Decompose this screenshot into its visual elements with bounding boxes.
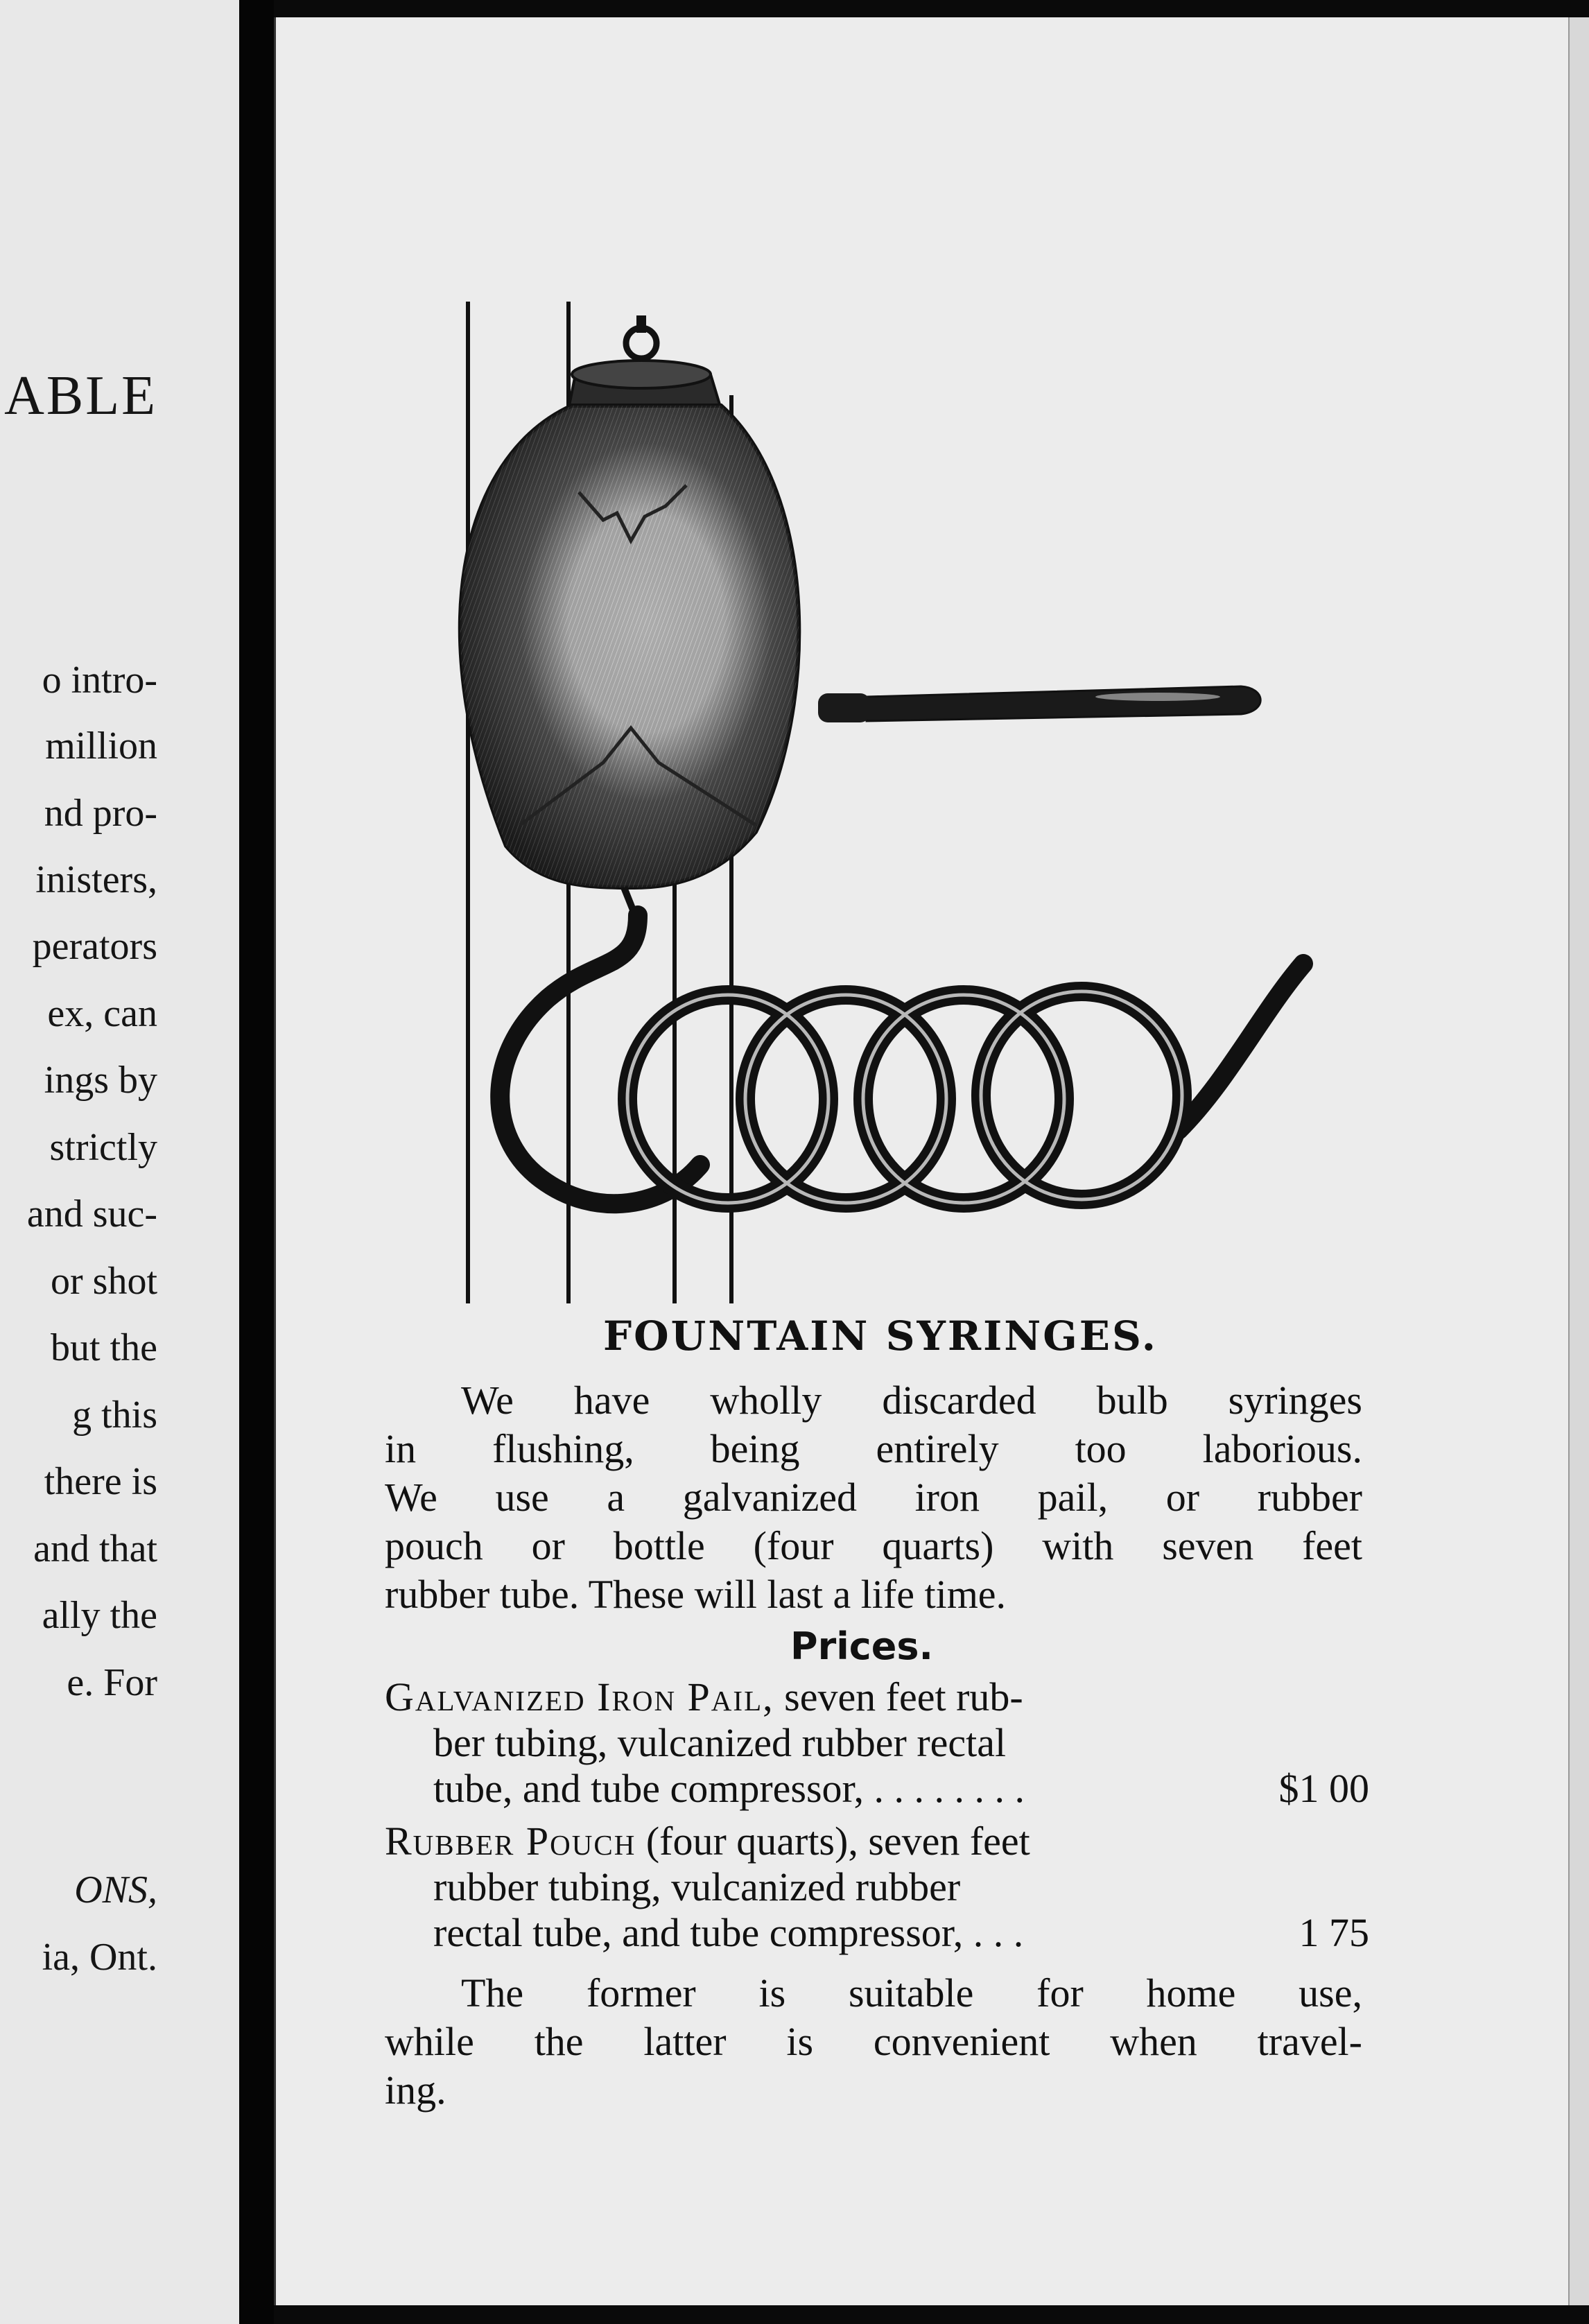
left-page-line: but the [51, 1326, 157, 1369]
prices-heading: Prices. [790, 1624, 934, 1668]
left-page-line: ings by [44, 1059, 157, 1102]
left-page-line: or shot [51, 1260, 157, 1303]
scan-border [274, 2305, 1589, 2324]
text-line: in flushing, being entirely too laborious. [385, 1426, 1362, 1471]
intro-paragraph [385, 1376, 1362, 1619]
item-desc: ber tubing, vulcanized rubber rectal [433, 1720, 1007, 1765]
left-page [0, 0, 241, 2324]
item-desc: rubber tubing, vulcanized rubber [433, 1864, 961, 1909]
left-page-line: ally the [42, 1594, 157, 1637]
book-spine [239, 0, 274, 2324]
text-line: The former is suitable for home use, [461, 1970, 1362, 2015]
price-item-rubber-pouch [385, 1819, 1369, 1956]
left-page-line: inisters, [35, 858, 157, 901]
closing-paragraph [385, 1969, 1362, 2115]
item-desc: (four quarts), seven feet [636, 1819, 1030, 1864]
coiled-tubing-icon [500, 915, 1303, 1204]
rubber-bag-icon [460, 315, 799, 922]
left-page-line: nd pro- [44, 792, 157, 835]
text-line: We have wholly discarded bulb syringes [461, 1378, 1362, 1423]
left-page-line: and suc- [26, 1193, 157, 1235]
left-page-line: e. For [67, 1661, 157, 1704]
left-page-line: o intro- [42, 659, 157, 702]
text-line: ing. [385, 2067, 446, 2113]
item-desc: seven feet rub- [774, 1674, 1023, 1719]
left-page-line: g this [72, 1394, 157, 1437]
left-page-line: perators [32, 925, 157, 968]
item-name: Galvanized Iron Pail, [385, 1674, 774, 1719]
text-line: while the latter is convenient when travel- [385, 2019, 1362, 2064]
item-name: Rubber Pouch [385, 1819, 636, 1864]
item-price: 1 75 [1299, 1910, 1369, 1955]
text-line: We use a galvanized iron pail, or rubber [385, 1475, 1362, 1520]
left-page-line: ABLE [4, 365, 157, 426]
left-page-line: ia, Ont. [42, 1936, 157, 1979]
item-price: $1 00 [1278, 1766, 1369, 1811]
left-page-line: million [45, 725, 157, 768]
price-item-galvanized-pail [385, 1674, 1369, 1812]
page-edge [1568, 17, 1589, 2305]
left-page-line: strictly [49, 1126, 157, 1169]
fountain-syringe-illustration [430, 277, 1400, 1317]
left-page-line: and that [33, 1527, 157, 1570]
rectal-tube-icon [818, 686, 1260, 722]
text-line: pouch or bottle (four quarts) with seven feet [385, 1523, 1362, 1568]
left-page-line: there is [44, 1460, 157, 1503]
left-page-line: ONS, [74, 1868, 157, 1911]
text-line: rubber tube. These will last a life time. [385, 1572, 1007, 1617]
item-desc: tube, and tube compressor, . . . . . . . . [433, 1766, 1025, 1811]
section-title: FOUNTAIN SYRINGES. [602, 1312, 1158, 1360]
item-desc: rectal tube, and tube compressor, . . . [433, 1910, 1024, 1955]
left-page-line: ex, can [47, 992, 157, 1035]
